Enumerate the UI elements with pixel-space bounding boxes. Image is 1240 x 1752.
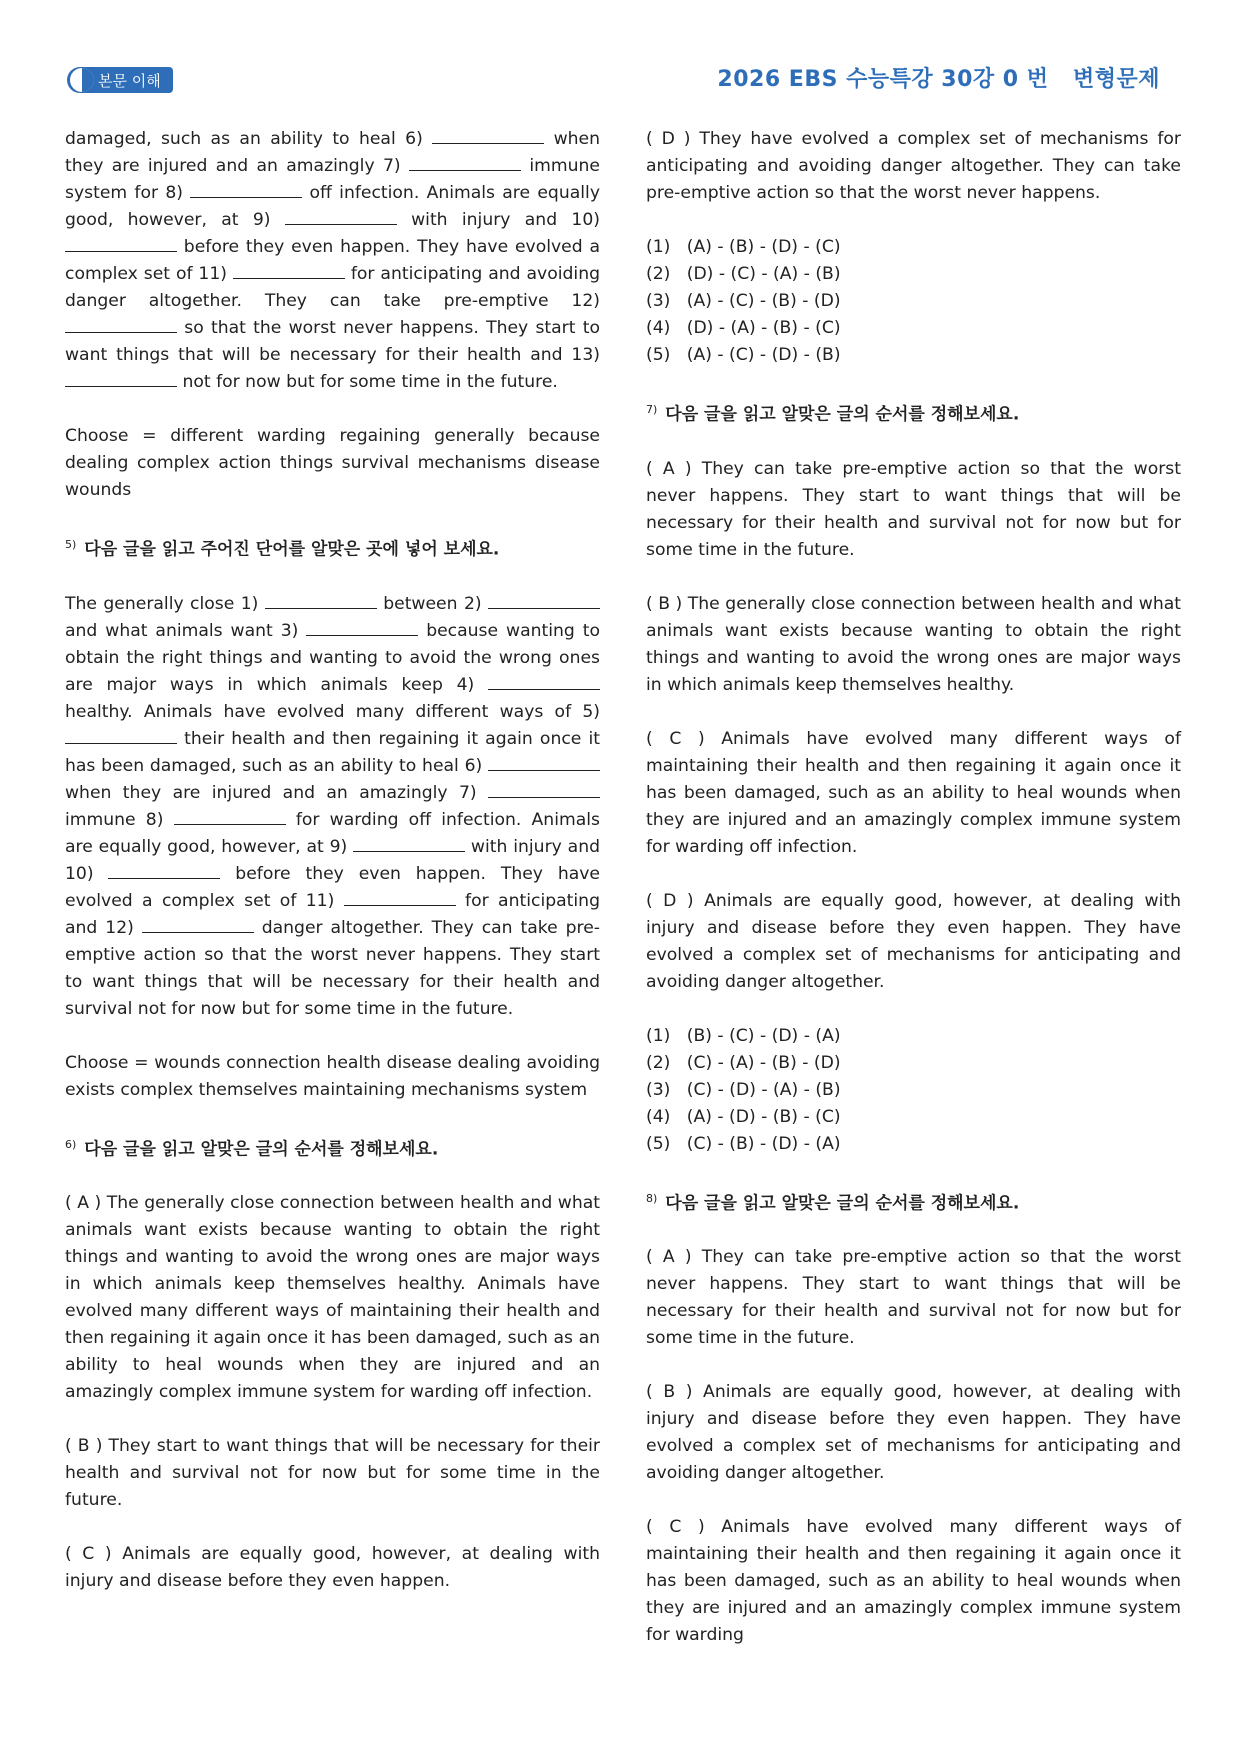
question-number: 5) — [65, 538, 77, 551]
question-5-title — [65, 531, 600, 564]
answer-blank[interactable] — [65, 727, 177, 744]
answer-blank[interactable] — [285, 208, 397, 225]
question-number: 8) — [646, 1191, 658, 1205]
answer-blank[interactable] — [432, 127, 544, 144]
answer-choice-3[interactable]: (3) (C) - (D) - (A) - (B) — [646, 1079, 841, 1100]
answer-blank[interactable] — [344, 889, 456, 906]
answer-blank[interactable] — [142, 916, 254, 933]
badge-label: 본문 이해 — [98, 71, 161, 90]
question-instruction: 다음 글을 읽고 알맞은 글의 순서를 정해보세요. — [665, 1193, 1020, 1214]
answer-blank[interactable] — [65, 370, 177, 387]
answer-choice-2[interactable]: (2) (D) - (C) - (A) - (B) — [646, 264, 841, 284]
answer-blank[interactable] — [409, 154, 521, 171]
answer-choice-1[interactable]: (1) (A) - (B) - (D) - (C) — [646, 237, 841, 257]
answer-choice-5[interactable]: (5) (A) - (C) - (D) - (B) — [646, 345, 841, 365]
word-bank-5: Choose = wounds connection health disease dealing avoiding exists complex themselves maintaining mechanisms system — [65, 1052, 600, 1100]
answer-choice-3[interactable]: (3) (A) - (C) - (B) - (D) — [646, 291, 841, 311]
question-8-title — [646, 1185, 1181, 1218]
answer-blank[interactable] — [306, 619, 418, 636]
answer-blank[interactable] — [488, 781, 600, 798]
right-column — [646, 126, 1181, 1676]
question-8-paragraph-a: ( A ) They can take pre-emptive action so that the worst never happens. They start to want things that will be necessary for their health and survival not for now but for some time in the future. — [646, 1247, 1181, 1349]
answer-blank[interactable] — [488, 592, 600, 609]
answer-blank[interactable] — [353, 835, 465, 852]
question-7-paragraph-b: ( B ) The generally close connection between health and what animals want exists because wanting to obtain the right things and wanting to avoid the wrong ones are major ways in which animals keep themselves healthy. — [646, 593, 1181, 695]
question-7-paragraph-c: ( C ) Animals have evolved many different ways of maintaining their health and then regaining it again once it has been damaged, such as an ability to heal wounds when they are injured and an amazingly complex immune system for warding off infection. — [646, 728, 1181, 857]
question-8-paragraph-c: ( C ) Animals have evolved many different ways of maintaining their health and then regaining it again once it has been damaged, such as an ability to heal wounds when they are injured and an amazingly complex immune system for warding — [646, 1517, 1181, 1646]
question-instruction: 다음 글을 읽고 알맞은 글의 순서를 정해보세요. — [665, 404, 1020, 425]
answer-blank[interactable] — [233, 262, 345, 279]
answer-choice-4[interactable]: (4) (D) - (A) - (B) - (C) — [646, 318, 841, 338]
question-6-paragraph-d: ( D ) They have evolved a complex set of mechanisms for anticipating and avoiding danger altogether. They can take pre-emptive action so that the worst never happens. — [646, 129, 1181, 203]
question-number: 7) — [646, 403, 658, 416]
answer-blank[interactable] — [65, 316, 177, 333]
fill-in-passage-continued: damaged, such as an ability to heal 6) when they are injured and an amazingly 7) immune system for 8) off infection. Animals are equally good, however, at 9) with injury and 10) before they even happen. They have evolved a complex set of 11) for anticipating and avoiding danger altogether. They can take pre-emptive 12) so that the worst never happens. They start to want things that will be necessary for their health and 13) not for now but for some time in the future. — [65, 129, 600, 392]
answer-choice-4[interactable]: (4) (A) - (D) - (B) - (C) — [646, 1106, 841, 1127]
answer-blank[interactable] — [488, 754, 600, 771]
question-instruction: 다음 글을 읽고 주어진 단어를 알맞은 곳에 넣어 보세요. — [84, 539, 500, 560]
answer-blank[interactable] — [174, 808, 286, 825]
answer-blank[interactable] — [108, 862, 220, 879]
answer-choice-2[interactable]: (2) (C) - (A) - (B) - (D) — [646, 1052, 841, 1073]
question-6-paragraph-a: ( A ) The generally close connection between health and what animals want exists because wanting to obtain the right things and wanting to avoid the wrong ones are major ways in which animals keep themselves healthy. Animals have evolved many different ways of maintaining their health and then regaining it again once it has been damaged, such as an ability to heal wounds when they are injured and an amazingly complex immune system for warding off infection. — [65, 1193, 600, 1403]
page-header — [0, 0, 1240, 110]
question-instruction: 다음 글을 읽고 알맞은 글의 순서를 정해보세요. — [84, 1139, 439, 1160]
question-5-passage: The generally close 1) between 2) and what animals want 3) because wanting to obtain the right things and wanting to avoid the wrong ones are major ways in which animals keep 4) healthy. Animals have evolved many different ways of 5) their health and then regaining it again once it has been damaged, such as an ability to heal 6) when they are injured and an amazingly 7) immune 8) for warding off infection. Animals are equally good, however, at 9) with injury and 10) before they even happen. They have evolved a complex set of 11) for anticipating and 12) danger altogether. They can take pre-emptive action so that the worst never happens. They start to want things that will be necessary for their health and survival not for now but for some time in the future. — [65, 593, 600, 1019]
question-number: 6) — [65, 1137, 77, 1151]
question-7-title — [646, 396, 1181, 429]
half-circle-icon — [70, 68, 94, 92]
answer-choice-1[interactable]: (1) (B) - (C) - (D) - (A) — [646, 1025, 841, 1046]
answer-choice-5[interactable]: (5) (C) - (B) - (D) - (A) — [646, 1133, 841, 1154]
question-7-choices — [646, 1023, 1181, 1158]
question-6-choices — [646, 234, 1181, 369]
left-column — [65, 126, 600, 1622]
question-6-title — [65, 1131, 600, 1164]
question-7-paragraph-d: ( D ) Animals are equally good, however, at dealing with injury and disease before they even happen. They have evolved a complex set of mechanisms for anticipating and avoiding danger altogether. — [646, 890, 1181, 992]
answer-blank[interactable] — [65, 235, 177, 252]
page-title: 2026 EBS 수능특강 30강 0 번 변형문제 — [717, 67, 1160, 92]
answer-blank[interactable] — [190, 181, 302, 198]
answer-blank[interactable] — [488, 673, 600, 690]
question-8-paragraph-b: ( B ) Animals are equally good, however, at dealing with injury and disease before they even happen. They have evolved a complex set of mechanisms for anticipating and avoiding danger altogether. — [646, 1382, 1181, 1484]
question-6-paragraph-b: ( B ) They start to want things that will be necessary for their health and survival not for now but for some time in the future. — [65, 1436, 600, 1511]
word-bank-4: Choose = different warding regaining generally because dealing complex action things survival mechanisms disease wounds — [65, 426, 600, 500]
question-7-paragraph-a: ( A ) They can take pre-emptive action so that the worst never happens. They start to want things that will be necessary for their health and survival not for now but for some time in the future. — [646, 458, 1181, 560]
question-6-paragraph-c: ( C ) Animals are equally good, however, at dealing with injury and disease before they even happen. — [65, 1544, 600, 1592]
answer-blank[interactable] — [265, 592, 377, 609]
section-badge — [67, 67, 173, 93]
